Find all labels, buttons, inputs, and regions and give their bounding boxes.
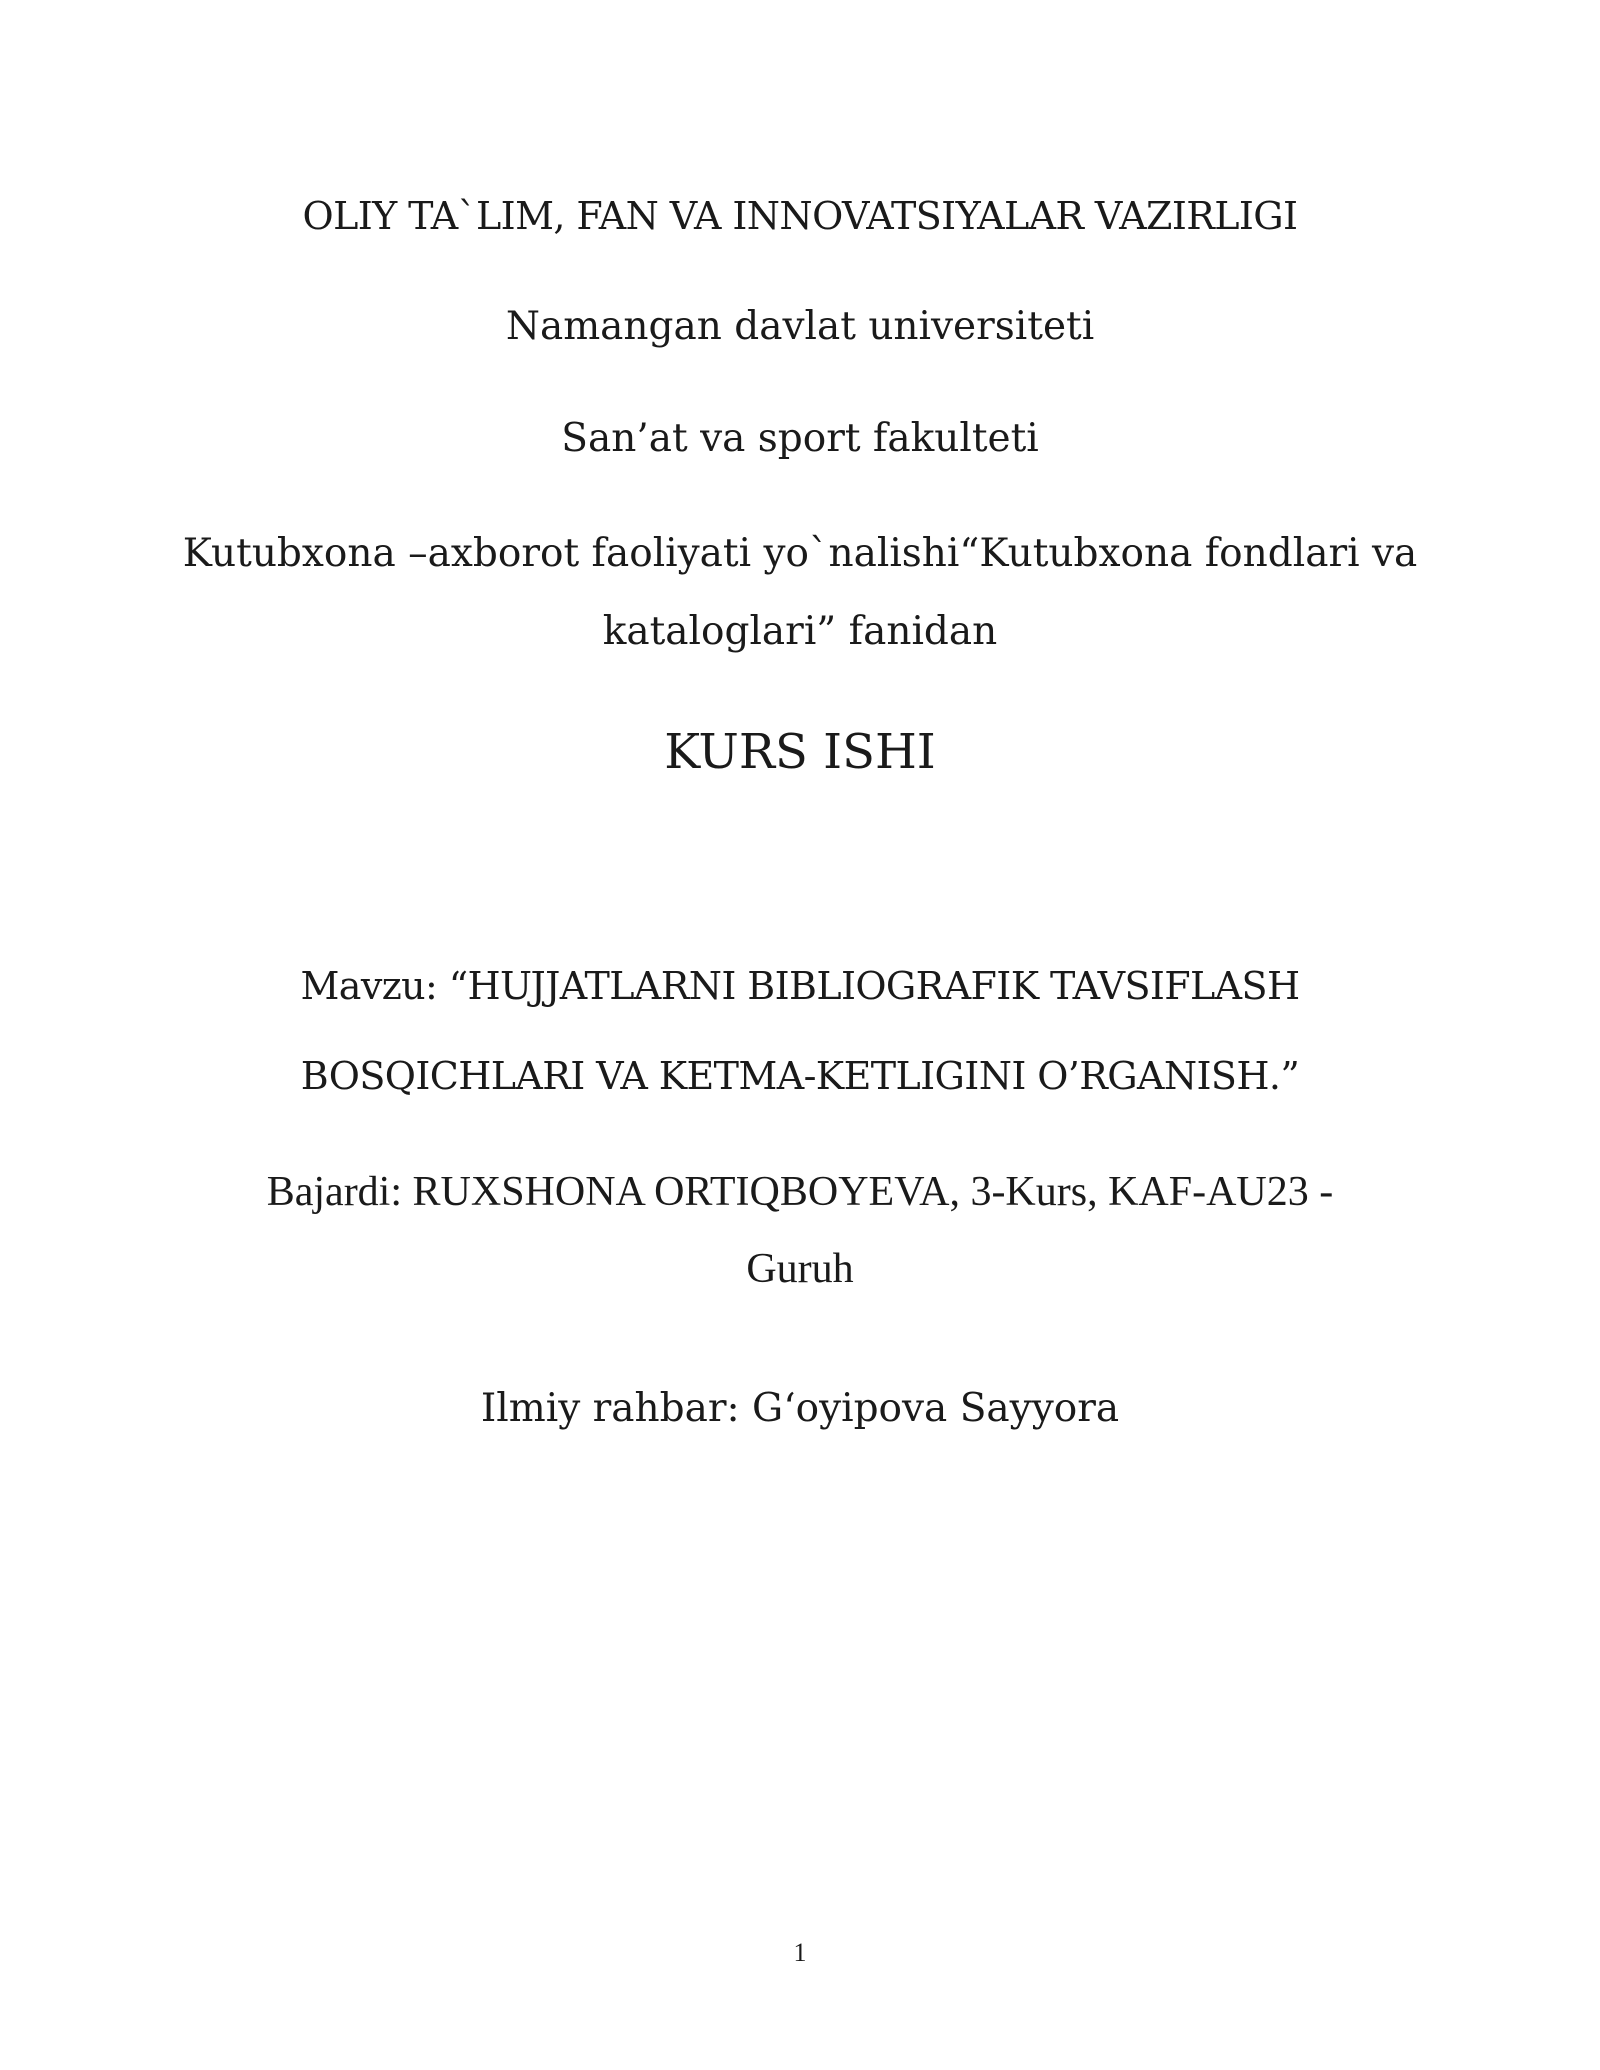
subject-line-2: kataloglari” fanidan — [602, 609, 998, 654]
document-type-title: KURS ISHI — [664, 724, 936, 780]
author-line-2: Guruh — [746, 1246, 854, 1292]
subject-line-1: Kutubxona –axborot faoliyati yo`nalishi“Kutubxona fondlari va — [182, 531, 1418, 576]
topic-line-2: BOSQICHLARI VA KETMA-KETLIGINI O’RGANISH.” — [300, 1054, 1300, 1098]
topic-line-1: Mavzu: “HUJJATLARNI BIBLIOGRAFIK TAVSIFLASH — [300, 964, 1300, 1008]
supervisor-line: Ilmiy rahbar: G‘oyipova Sayyora — [480, 1386, 1120, 1431]
ministry-heading: OLIY TA`LIM, FAN VA INNOVATSIYALAR VAZIRLIGI — [302, 194, 1298, 238]
page-number: 1 — [793, 1938, 807, 1967]
faculty-name: San’at va sport fakulteti — [561, 416, 1039, 461]
author-line-1: Bajardi: RUXSHONA ORTIQBOYEVA, 3-Kurs, KAF-AU23 - — [266, 1169, 1334, 1215]
university-name: Namangan davlat universiteti — [505, 304, 1095, 349]
